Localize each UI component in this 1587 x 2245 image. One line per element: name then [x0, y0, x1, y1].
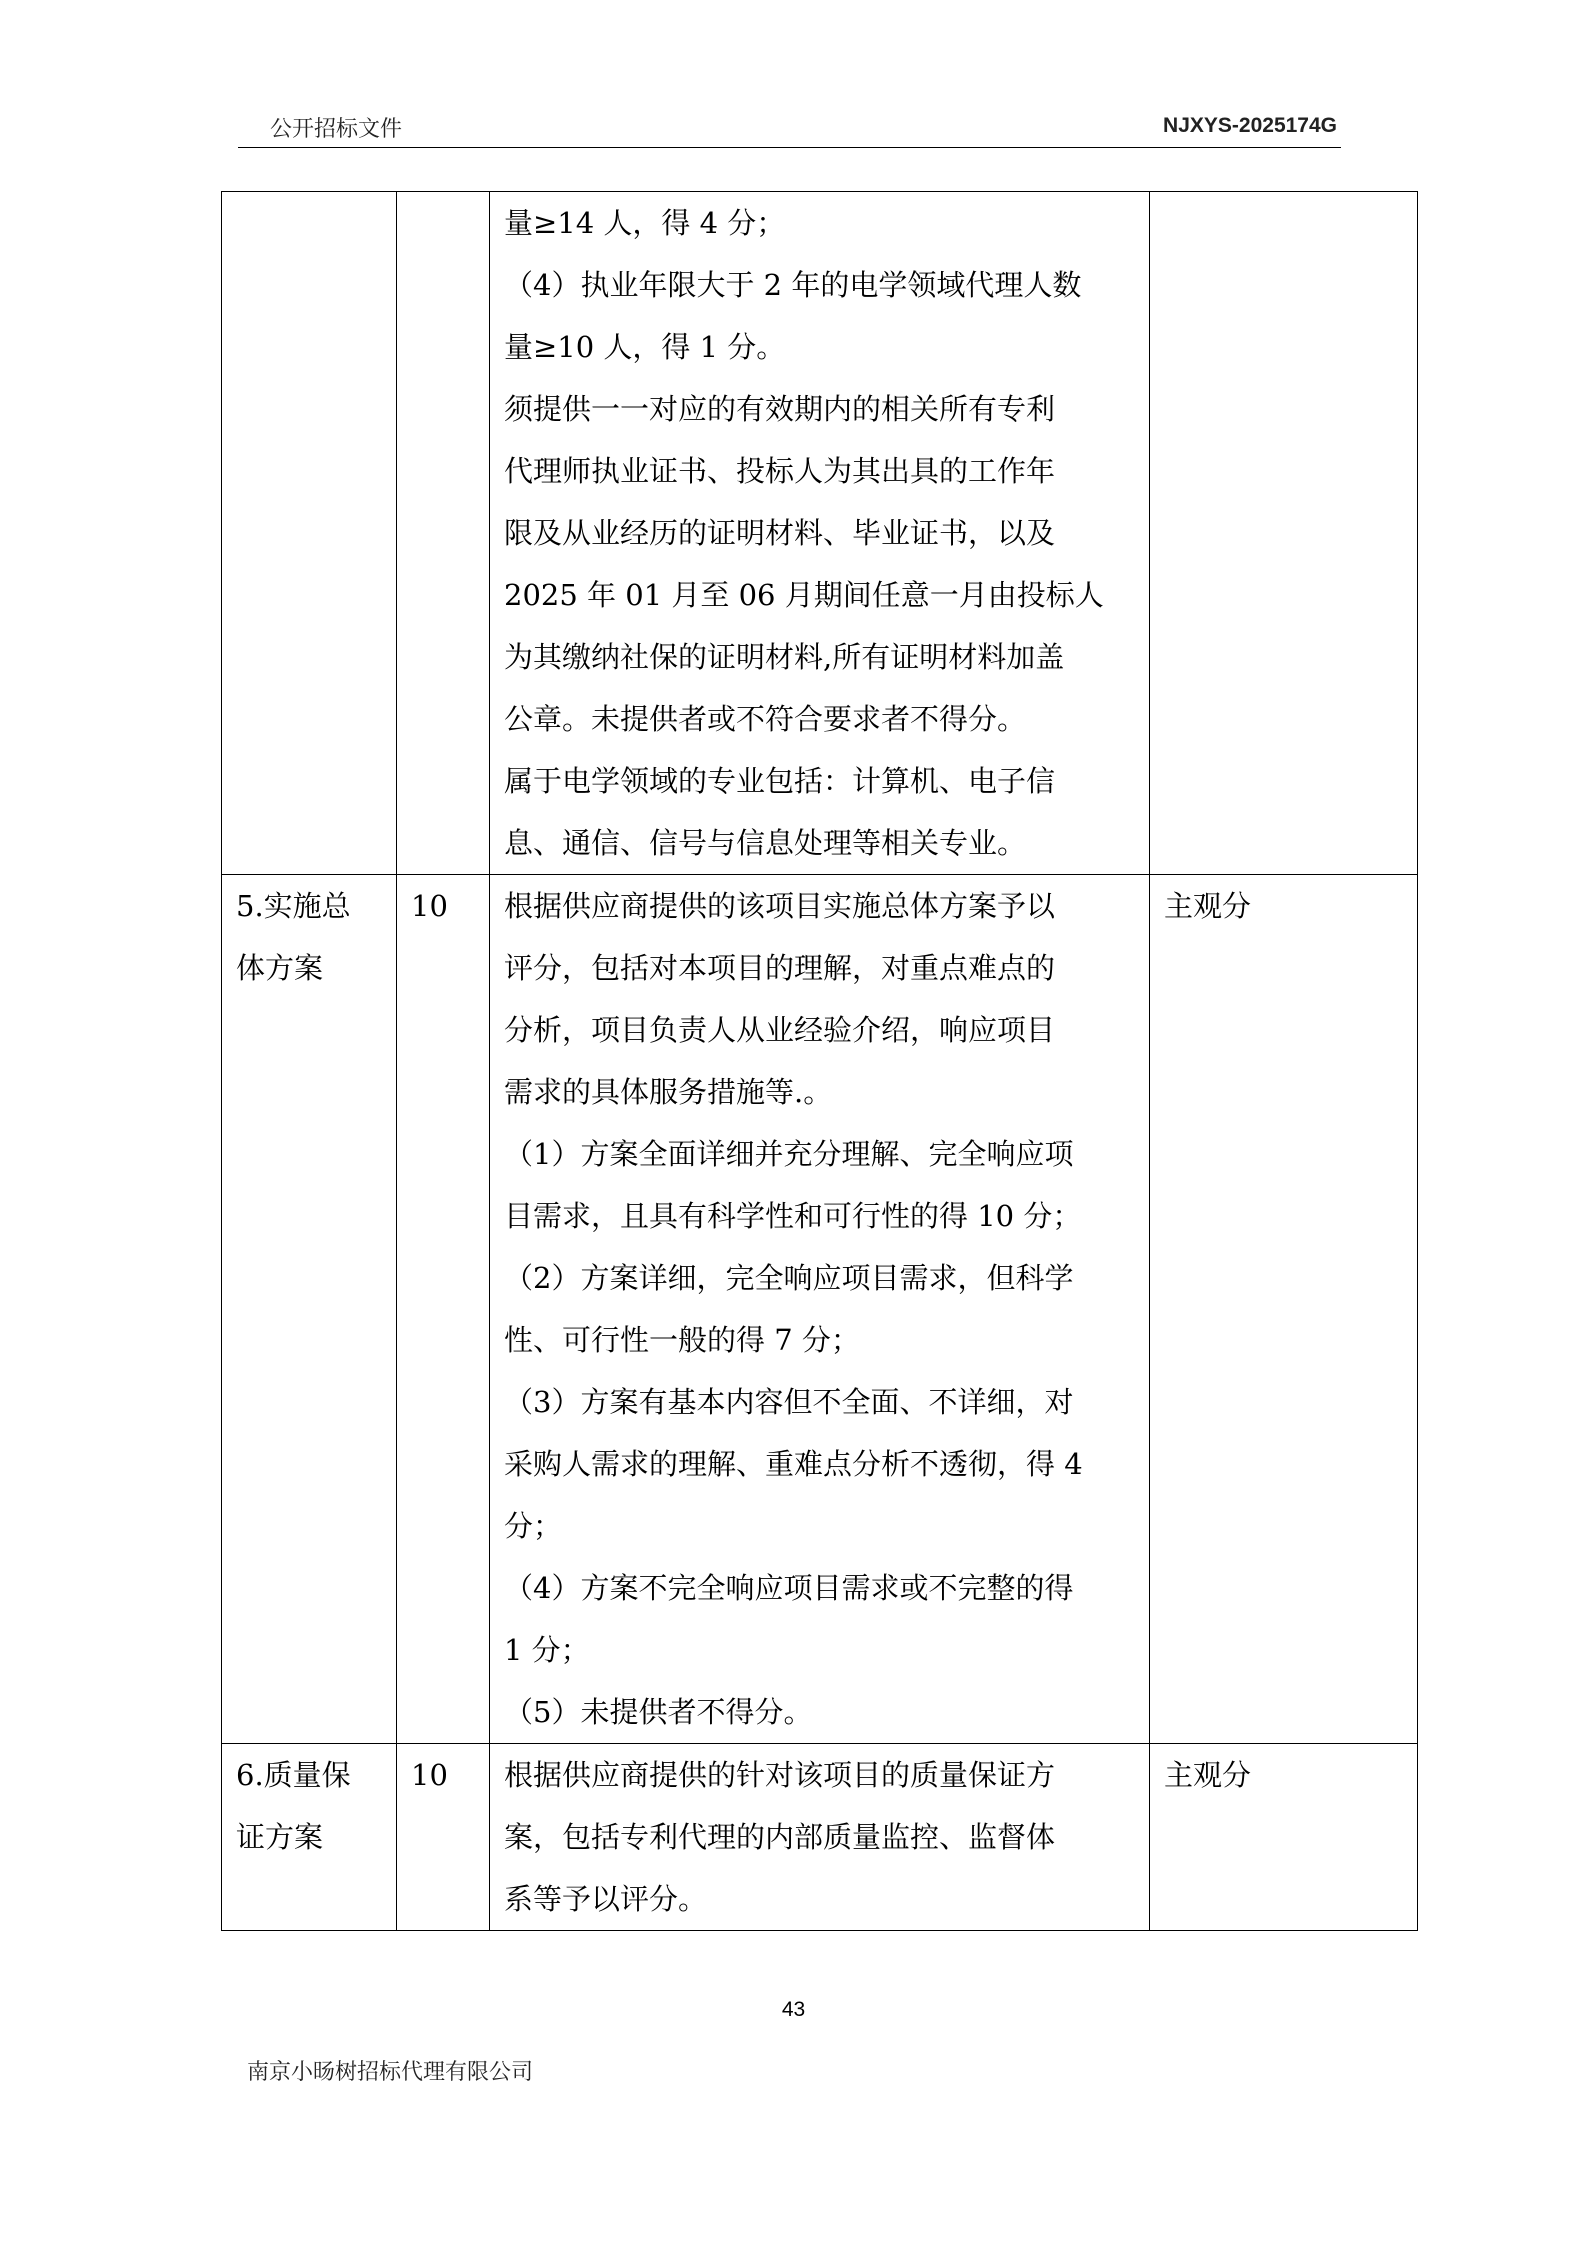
type-cell: [1150, 192, 1418, 875]
criteria-line: 根据供应商提供的针对该项目的质量保证方: [504, 1758, 1056, 1792]
criteria-line: （2）方案详细，完全响应项目需求，但科学: [504, 1261, 1074, 1295]
criteria-cell: [490, 1744, 1150, 1931]
score-cell: 10: [397, 875, 490, 1744]
score-cell: [397, 192, 490, 875]
type-cell: 主观分: [1150, 875, 1418, 1744]
criteria-line: 分；: [504, 1509, 563, 1543]
criteria-line: 为其缴纳社保的证明材料,所有证明材料加盖: [504, 640, 1065, 674]
criteria-cell: [490, 875, 1150, 1744]
criteria-line: 属于电学领域的专业包括：计算机、电子信: [504, 764, 1056, 798]
scoring-table: [221, 191, 1418, 1931]
criteria-line: 须提供一一对应的有效期内的相关所有专利: [504, 392, 1056, 426]
criteria-line: 采购人需求的理解、重难点分析不透彻，得 4: [504, 1447, 1083, 1481]
document-title: 公开招标文件: [270, 117, 403, 142]
page-number: 43: [781, 1998, 806, 2021]
criteria-line: 公章。未提供者或不符合要求者不得分。: [504, 702, 1027, 736]
criteria-line: （1）方案全面详细并充分理解、完全响应项: [504, 1137, 1074, 1171]
criteria-line: 代理师执业证书、投标人为其出具的工作年: [504, 454, 1056, 488]
criteria-line: 限及从业经历的证明材料、毕业证书，以及: [504, 516, 1056, 550]
item-name-line: 5.实施总: [236, 889, 351, 923]
item-cell: [222, 1744, 397, 1931]
criteria-line: 量≥10 人，得 1 分。: [504, 330, 786, 364]
criteria-line: 1 分；: [504, 1633, 590, 1667]
criteria-line: 根据供应商提供的该项目实施总体方案予以: [504, 889, 1056, 923]
type-cell: 主观分: [1150, 1744, 1418, 1931]
table-row: [222, 1744, 1418, 1931]
criteria-line: 息、通信、信号与信息处理等相关专业。: [504, 826, 1027, 860]
criteria-line: 系等予以评分。: [504, 1882, 708, 1916]
criteria-line: 量≥14 人，得 4 分；: [504, 206, 786, 240]
criteria-line: （5）未提供者不得分。: [504, 1695, 813, 1729]
table-row: [222, 875, 1418, 1744]
criteria-line: 分析，项目负责人从业经验介绍，响应项目: [504, 1013, 1056, 1047]
item-name-line: 6.质量保: [236, 1758, 351, 1792]
criteria-line: （3）方案有基本内容但不全面、不详细，对: [504, 1385, 1074, 1419]
item-name-line: 证方案: [236, 1820, 324, 1854]
criteria-line: 评分，包括对本项目的理解，对重点难点的: [504, 951, 1056, 985]
header-divider: [238, 147, 1341, 148]
item-cell: [222, 192, 397, 875]
item-name-line: 体方案: [236, 951, 324, 985]
score-cell: 10: [397, 1744, 490, 1931]
item-cell: [222, 875, 397, 1744]
criteria-line: 2025 年 01 月至 06 月期间任意一月由投标人: [504, 578, 1104, 612]
criteria-cell: [490, 192, 1150, 875]
criteria-line: 案，包括专利代理的内部质量监控、监督体: [504, 1820, 1056, 1854]
document-number: NJXYS-2025174G: [1163, 114, 1337, 137]
criteria-line: （4）方案不完全响应项目需求或不完整的得: [504, 1571, 1074, 1605]
criteria-line: 需求的具体服务措施等.。: [504, 1075, 833, 1109]
company-name: 南京小旸树招标代理有限公司: [247, 2060, 534, 2085]
criteria-line: 性、可行性一般的得 7 分；: [504, 1323, 860, 1357]
table-row: [222, 192, 1418, 875]
criteria-line: 目需求，且具有科学性和可行性的得 10 分；: [504, 1199, 1082, 1233]
criteria-line: （4）执业年限大于 2 年的电学领域代理人数: [504, 268, 1082, 302]
